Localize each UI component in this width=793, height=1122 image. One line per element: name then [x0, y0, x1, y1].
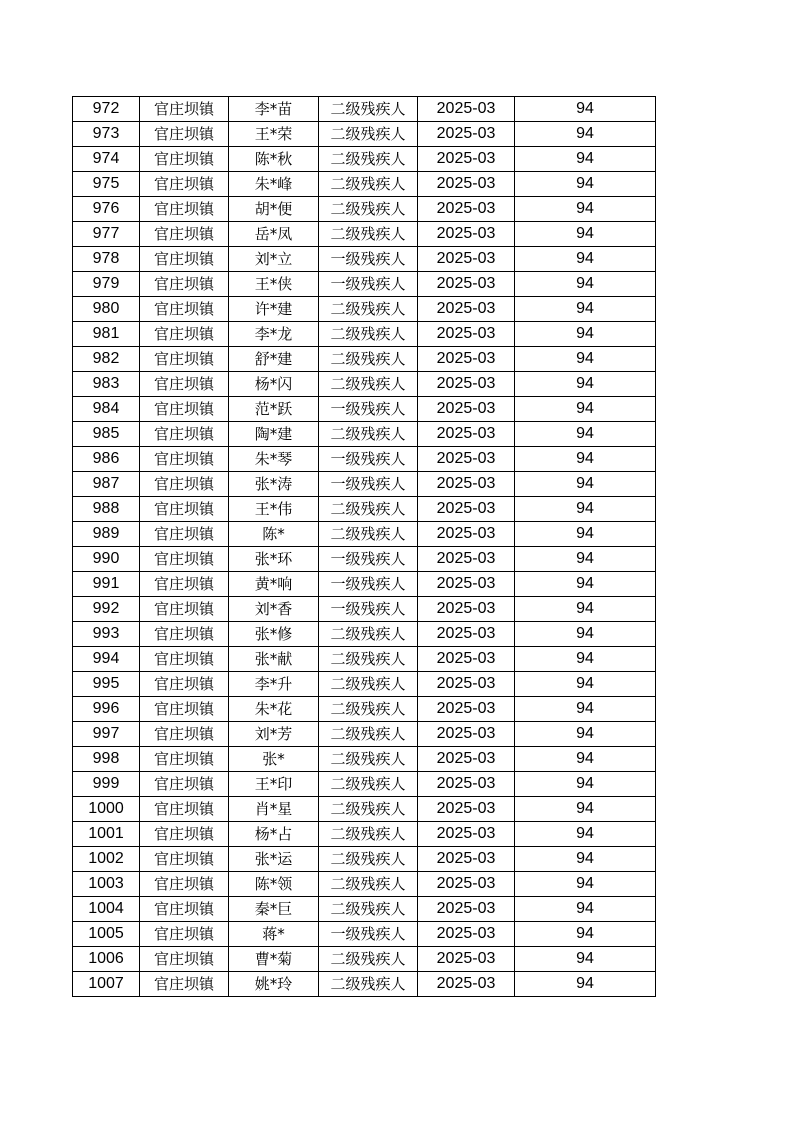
disability-level-cell: 一级残疾人: [319, 247, 418, 272]
name-cell: 舒*建: [229, 347, 319, 372]
amount-cell: 94: [515, 122, 656, 147]
town-cell: 官庄坝镇: [140, 97, 229, 122]
amount-cell: 94: [515, 847, 656, 872]
row-number-cell: 977: [73, 222, 140, 247]
month-cell: 2025-03: [418, 847, 515, 872]
town-cell: 官庄坝镇: [140, 372, 229, 397]
disability-level-cell: 二级残疾人: [319, 622, 418, 647]
disability-level-cell: 二级残疾人: [319, 172, 418, 197]
amount-cell: 94: [515, 822, 656, 847]
name-cell: 刘*立: [229, 247, 319, 272]
amount-cell: 94: [515, 722, 656, 747]
town-cell: 官庄坝镇: [140, 222, 229, 247]
name-cell: 朱*琴: [229, 447, 319, 472]
disability-level-cell: 二级残疾人: [319, 197, 418, 222]
row-number-cell: 972: [73, 97, 140, 122]
name-cell: 蒋*: [229, 922, 319, 947]
amount-cell: 94: [515, 172, 656, 197]
row-number-cell: 994: [73, 647, 140, 672]
month-cell: 2025-03: [418, 872, 515, 897]
row-number-cell: 1005: [73, 922, 140, 947]
month-cell: 2025-03: [418, 822, 515, 847]
amount-cell: 94: [515, 272, 656, 297]
amount-cell: 94: [515, 697, 656, 722]
name-cell: 张*运: [229, 847, 319, 872]
town-cell: 官庄坝镇: [140, 397, 229, 422]
name-cell: 王*伟: [229, 497, 319, 522]
row-number-cell: 984: [73, 397, 140, 422]
name-cell: 朱*花: [229, 697, 319, 722]
town-cell: 官庄坝镇: [140, 772, 229, 797]
amount-cell: 94: [515, 747, 656, 772]
table-row: [73, 972, 656, 997]
month-cell: 2025-03: [418, 672, 515, 697]
disability-level-cell: 一级残疾人: [319, 922, 418, 947]
name-cell: 王*荣: [229, 122, 319, 147]
table-row: [73, 372, 656, 397]
name-cell: 陶*建: [229, 422, 319, 447]
month-cell: 2025-03: [418, 272, 515, 297]
row-number-cell: 988: [73, 497, 140, 522]
disability-level-cell: 二级残疾人: [319, 847, 418, 872]
row-number-cell: 999: [73, 772, 140, 797]
amount-cell: 94: [515, 447, 656, 472]
town-cell: 官庄坝镇: [140, 547, 229, 572]
disability-level-cell: 二级残疾人: [319, 947, 418, 972]
disability-level-cell: 二级残疾人: [319, 122, 418, 147]
month-cell: 2025-03: [418, 197, 515, 222]
town-cell: 官庄坝镇: [140, 922, 229, 947]
town-cell: 官庄坝镇: [140, 697, 229, 722]
table-row: [73, 722, 656, 747]
amount-cell: 94: [515, 672, 656, 697]
town-cell: 官庄坝镇: [140, 347, 229, 372]
row-number-cell: 990: [73, 547, 140, 572]
disability-level-cell: 二级残疾人: [319, 97, 418, 122]
amount-cell: 94: [515, 97, 656, 122]
row-number-cell: 975: [73, 172, 140, 197]
town-cell: 官庄坝镇: [140, 672, 229, 697]
table-row: [73, 172, 656, 197]
month-cell: 2025-03: [418, 97, 515, 122]
town-cell: 官庄坝镇: [140, 647, 229, 672]
month-cell: 2025-03: [418, 222, 515, 247]
table-row: [73, 297, 656, 322]
disability-level-cell: 二级残疾人: [319, 722, 418, 747]
table-row: [73, 147, 656, 172]
disability-level-cell: 二级残疾人: [319, 897, 418, 922]
disability-level-cell: 二级残疾人: [319, 797, 418, 822]
name-cell: 陈*领: [229, 872, 319, 897]
table-row: [73, 672, 656, 697]
row-number-cell: 981: [73, 322, 140, 347]
month-cell: 2025-03: [418, 372, 515, 397]
month-cell: 2025-03: [418, 397, 515, 422]
row-number-cell: 1003: [73, 872, 140, 897]
disability-level-cell: 一级残疾人: [319, 447, 418, 472]
disability-level-cell: 一级残疾人: [319, 547, 418, 572]
row-number-cell: 993: [73, 622, 140, 647]
amount-cell: 94: [515, 597, 656, 622]
table-row: [73, 797, 656, 822]
row-number-cell: 1000: [73, 797, 140, 822]
amount-cell: 94: [515, 797, 656, 822]
disability-level-cell: 一级残疾人: [319, 572, 418, 597]
row-number-cell: 979: [73, 272, 140, 297]
amount-cell: 94: [515, 922, 656, 947]
disability-level-cell: 二级残疾人: [319, 672, 418, 697]
table-row: [73, 872, 656, 897]
month-cell: 2025-03: [418, 422, 515, 447]
town-cell: 官庄坝镇: [140, 747, 229, 772]
amount-cell: 94: [515, 547, 656, 572]
town-cell: 官庄坝镇: [140, 122, 229, 147]
town-cell: 官庄坝镇: [140, 722, 229, 747]
table-row: [73, 897, 656, 922]
row-number-cell: 991: [73, 572, 140, 597]
table-row: [73, 422, 656, 447]
amount-cell: 94: [515, 472, 656, 497]
table-row: [73, 447, 656, 472]
town-cell: 官庄坝镇: [140, 572, 229, 597]
name-cell: 姚*玲: [229, 972, 319, 997]
disability-level-cell: 二级残疾人: [319, 297, 418, 322]
table-row: [73, 822, 656, 847]
month-cell: 2025-03: [418, 747, 515, 772]
month-cell: 2025-03: [418, 447, 515, 472]
town-cell: 官庄坝镇: [140, 947, 229, 972]
town-cell: 官庄坝镇: [140, 197, 229, 222]
table-row: [73, 347, 656, 372]
table-row: [73, 547, 656, 572]
name-cell: 李*升: [229, 672, 319, 697]
name-cell: 刘*芳: [229, 722, 319, 747]
row-number-cell: 982: [73, 347, 140, 372]
name-cell: 张*修: [229, 622, 319, 647]
town-cell: 官庄坝镇: [140, 422, 229, 447]
disability-level-cell: 二级残疾人: [319, 522, 418, 547]
month-cell: 2025-03: [418, 497, 515, 522]
table-row: [73, 847, 656, 872]
table-row: [73, 497, 656, 522]
town-cell: 官庄坝镇: [140, 822, 229, 847]
table-row: [73, 772, 656, 797]
month-cell: 2025-03: [418, 722, 515, 747]
row-number-cell: 987: [73, 472, 140, 497]
amount-cell: 94: [515, 322, 656, 347]
table-row: [73, 472, 656, 497]
disability-level-cell: 一级残疾人: [319, 397, 418, 422]
month-cell: 2025-03: [418, 772, 515, 797]
disability-level-cell: 二级残疾人: [319, 822, 418, 847]
amount-cell: 94: [515, 197, 656, 222]
table-row: [73, 222, 656, 247]
row-number-cell: 980: [73, 297, 140, 322]
row-number-cell: 974: [73, 147, 140, 172]
amount-cell: 94: [515, 572, 656, 597]
town-cell: 官庄坝镇: [140, 797, 229, 822]
disability-level-cell: 二级残疾人: [319, 747, 418, 772]
disability-level-cell: 二级残疾人: [319, 422, 418, 447]
amount-cell: 94: [515, 622, 656, 647]
table-row: [73, 947, 656, 972]
month-cell: 2025-03: [418, 122, 515, 147]
table-row: [73, 622, 656, 647]
name-cell: 陈*: [229, 522, 319, 547]
table-row: [73, 272, 656, 297]
month-cell: 2025-03: [418, 322, 515, 347]
name-cell: 许*建: [229, 297, 319, 322]
row-number-cell: 986: [73, 447, 140, 472]
amount-cell: 94: [515, 522, 656, 547]
amount-cell: 94: [515, 397, 656, 422]
name-cell: 陈*秋: [229, 147, 319, 172]
row-number-cell: 992: [73, 597, 140, 622]
table-row: [73, 922, 656, 947]
town-cell: 官庄坝镇: [140, 322, 229, 347]
table-row: [73, 247, 656, 272]
row-number-cell: 1004: [73, 897, 140, 922]
row-number-cell: 985: [73, 422, 140, 447]
row-number-cell: 1006: [73, 947, 140, 972]
row-number-cell: 995: [73, 672, 140, 697]
month-cell: 2025-03: [418, 172, 515, 197]
amount-cell: 94: [515, 772, 656, 797]
name-cell: 张*: [229, 747, 319, 772]
disability-level-cell: 一级残疾人: [319, 472, 418, 497]
name-cell: 范*跃: [229, 397, 319, 422]
town-cell: 官庄坝镇: [140, 247, 229, 272]
disability-level-cell: 一级残疾人: [319, 272, 418, 297]
town-cell: 官庄坝镇: [140, 897, 229, 922]
amount-cell: 94: [515, 647, 656, 672]
name-cell: 李*龙: [229, 322, 319, 347]
town-cell: 官庄坝镇: [140, 472, 229, 497]
row-number-cell: 1007: [73, 972, 140, 997]
name-cell: 杨*闪: [229, 372, 319, 397]
name-cell: 肖*星: [229, 797, 319, 822]
disability-level-cell: 二级残疾人: [319, 647, 418, 672]
town-cell: 官庄坝镇: [140, 272, 229, 297]
month-cell: 2025-03: [418, 347, 515, 372]
disability-level-cell: 一级残疾人: [319, 597, 418, 622]
table-body: [73, 97, 656, 997]
month-cell: 2025-03: [418, 697, 515, 722]
name-cell: 张*涛: [229, 472, 319, 497]
name-cell: 王*侠: [229, 272, 319, 297]
town-cell: 官庄坝镇: [140, 522, 229, 547]
amount-cell: 94: [515, 222, 656, 247]
month-cell: 2025-03: [418, 572, 515, 597]
table-row: [73, 697, 656, 722]
row-number-cell: 978: [73, 247, 140, 272]
month-cell: 2025-03: [418, 622, 515, 647]
month-cell: 2025-03: [418, 297, 515, 322]
name-cell: 张*献: [229, 647, 319, 672]
table-row: [73, 597, 656, 622]
name-cell: 张*环: [229, 547, 319, 572]
table-row: [73, 647, 656, 672]
town-cell: 官庄坝镇: [140, 147, 229, 172]
month-cell: 2025-03: [418, 147, 515, 172]
amount-cell: 94: [515, 297, 656, 322]
name-cell: 李*苗: [229, 97, 319, 122]
town-cell: 官庄坝镇: [140, 872, 229, 897]
name-cell: 秦*巨: [229, 897, 319, 922]
name-cell: 杨*占: [229, 822, 319, 847]
town-cell: 官庄坝镇: [140, 447, 229, 472]
row-number-cell: 998: [73, 747, 140, 772]
row-number-cell: 989: [73, 522, 140, 547]
disability-level-cell: 二级残疾人: [319, 872, 418, 897]
row-number-cell: 976: [73, 197, 140, 222]
name-cell: 黄*响: [229, 572, 319, 597]
amount-cell: 94: [515, 372, 656, 397]
table-row: [73, 397, 656, 422]
disability-level-cell: 二级残疾人: [319, 372, 418, 397]
name-cell: 王*印: [229, 772, 319, 797]
row-number-cell: 1002: [73, 847, 140, 872]
town-cell: 官庄坝镇: [140, 847, 229, 872]
row-number-cell: 983: [73, 372, 140, 397]
month-cell: 2025-03: [418, 472, 515, 497]
month-cell: 2025-03: [418, 597, 515, 622]
table-row: [73, 747, 656, 772]
town-cell: 官庄坝镇: [140, 972, 229, 997]
disability-level-cell: 二级残疾人: [319, 222, 418, 247]
row-number-cell: 997: [73, 722, 140, 747]
name-cell: 岳*凤: [229, 222, 319, 247]
disability-level-cell: 二级残疾人: [319, 772, 418, 797]
month-cell: 2025-03: [418, 247, 515, 272]
month-cell: 2025-03: [418, 547, 515, 572]
month-cell: 2025-03: [418, 522, 515, 547]
amount-cell: 94: [515, 972, 656, 997]
row-number-cell: 996: [73, 697, 140, 722]
disability-level-cell: 二级残疾人: [319, 147, 418, 172]
table-row: [73, 122, 656, 147]
town-cell: 官庄坝镇: [140, 497, 229, 522]
amount-cell: 94: [515, 872, 656, 897]
amount-cell: 94: [515, 147, 656, 172]
name-cell: 曹*菊: [229, 947, 319, 972]
table-row: [73, 522, 656, 547]
amount-cell: 94: [515, 347, 656, 372]
table-row: [73, 197, 656, 222]
disability-level-cell: 二级残疾人: [319, 347, 418, 372]
amount-cell: 94: [515, 247, 656, 272]
town-cell: 官庄坝镇: [140, 597, 229, 622]
disability-level-cell: 二级残疾人: [319, 322, 418, 347]
subsidy-table: [72, 96, 656, 997]
name-cell: 胡*便: [229, 197, 319, 222]
month-cell: 2025-03: [418, 797, 515, 822]
month-cell: 2025-03: [418, 922, 515, 947]
amount-cell: 94: [515, 497, 656, 522]
amount-cell: 94: [515, 422, 656, 447]
amount-cell: 94: [515, 947, 656, 972]
month-cell: 2025-03: [418, 897, 515, 922]
disability-level-cell: 二级残疾人: [319, 697, 418, 722]
town-cell: 官庄坝镇: [140, 172, 229, 197]
row-number-cell: 973: [73, 122, 140, 147]
row-number-cell: 1001: [73, 822, 140, 847]
name-cell: 刘*香: [229, 597, 319, 622]
month-cell: 2025-03: [418, 647, 515, 672]
table-row: [73, 572, 656, 597]
month-cell: 2025-03: [418, 947, 515, 972]
name-cell: 朱*峰: [229, 172, 319, 197]
town-cell: 官庄坝镇: [140, 622, 229, 647]
month-cell: 2025-03: [418, 972, 515, 997]
table-row: [73, 97, 656, 122]
disability-level-cell: 二级残疾人: [319, 497, 418, 522]
disability-level-cell: 二级残疾人: [319, 972, 418, 997]
town-cell: 官庄坝镇: [140, 297, 229, 322]
amount-cell: 94: [515, 897, 656, 922]
table-row: [73, 322, 656, 347]
